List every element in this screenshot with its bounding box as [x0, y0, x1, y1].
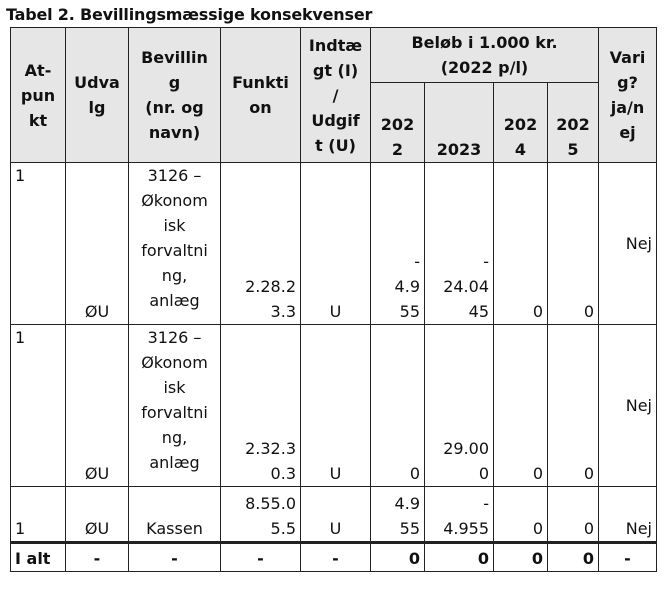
total-2024: 0	[494, 543, 548, 572]
cell-2023: - 24.04 45	[425, 163, 494, 325]
header-bevilling: Bevillin g (nr. og navn)	[129, 28, 221, 163]
cell-atpunkt: 1	[11, 487, 66, 543]
header-indtaegt-udgift: Indtæ gt (I) / Udgif t (U)	[301, 28, 371, 163]
cell-udvalg: ØU	[66, 487, 129, 543]
cell-2024: 0	[494, 325, 548, 487]
cell-iu: U	[301, 487, 371, 543]
total-bevilling: -	[129, 543, 221, 572]
cell-atpunkt: 1	[11, 325, 66, 487]
header-udvalg: Udva lg	[66, 28, 129, 163]
header-funktion: Funkti on	[221, 28, 301, 163]
cell-bevilling: 3126 – Økonom isk forvaltni ng, anlæg	[129, 325, 221, 487]
cell-2022: 0	[371, 325, 425, 487]
cell-varig: Nej	[599, 325, 657, 487]
table-title: Tabel 2. Bevillingsmæssige konsekvenser	[6, 5, 373, 24]
cell-2025: 0	[548, 163, 599, 325]
header-row-1	[11, 28, 657, 83]
header-year-2025: 202 5	[548, 83, 599, 163]
cell-iu: U	[301, 325, 371, 487]
cell-varig: Nej	[599, 487, 657, 543]
table-row	[11, 163, 657, 325]
header-year-2024: 202 4	[494, 83, 548, 163]
table-row	[11, 325, 657, 487]
total-label: I alt	[11, 543, 66, 572]
cell-2025: 0	[548, 487, 599, 543]
total-varig: -	[599, 543, 657, 572]
cell-funktion: 8.55.0 5.5	[221, 487, 301, 543]
cell-2025: 0	[548, 325, 599, 487]
cell-2022: 4.9 55	[371, 487, 425, 543]
header-year-2023: 2023	[425, 83, 494, 163]
cell-2024: 0	[494, 163, 548, 325]
total-iu: -	[301, 543, 371, 572]
total-2022: 0	[371, 543, 425, 572]
cell-2022: - 4.9 55	[371, 163, 425, 325]
total-row	[11, 543, 657, 572]
total-udvalg: -	[66, 543, 129, 572]
cell-funktion: 2.28.2 3.3	[221, 163, 301, 325]
cell-funktion: 2.32.3 0.3	[221, 325, 301, 487]
total-funktion: -	[221, 543, 301, 572]
cell-2024: 0	[494, 487, 548, 543]
header-beloeb: Beløb i 1.000 kr. (2022 p/l)	[371, 28, 599, 83]
total-2025: 0	[548, 543, 599, 572]
header-year-2022: 202 2	[371, 83, 425, 163]
cell-2023: - 4.955	[425, 487, 494, 543]
cell-2023: 29.00 0	[425, 325, 494, 487]
budget-table	[10, 27, 657, 572]
header-varig: Vari g? ja/n ej	[599, 28, 657, 163]
table-row	[11, 487, 657, 543]
cell-atpunkt: 1	[11, 163, 66, 325]
cell-bevilling: Kassen	[129, 487, 221, 543]
total-2023: 0	[425, 543, 494, 572]
cell-bevilling: 3126 – Økonom isk forvaltni ng, anlæg	[129, 163, 221, 325]
cell-udvalg: ØU	[66, 163, 129, 325]
cell-udvalg: ØU	[66, 325, 129, 487]
header-atpunkt: At- pun kt	[11, 28, 66, 163]
cell-iu: U	[301, 163, 371, 325]
cell-varig: Nej	[599, 163, 657, 325]
